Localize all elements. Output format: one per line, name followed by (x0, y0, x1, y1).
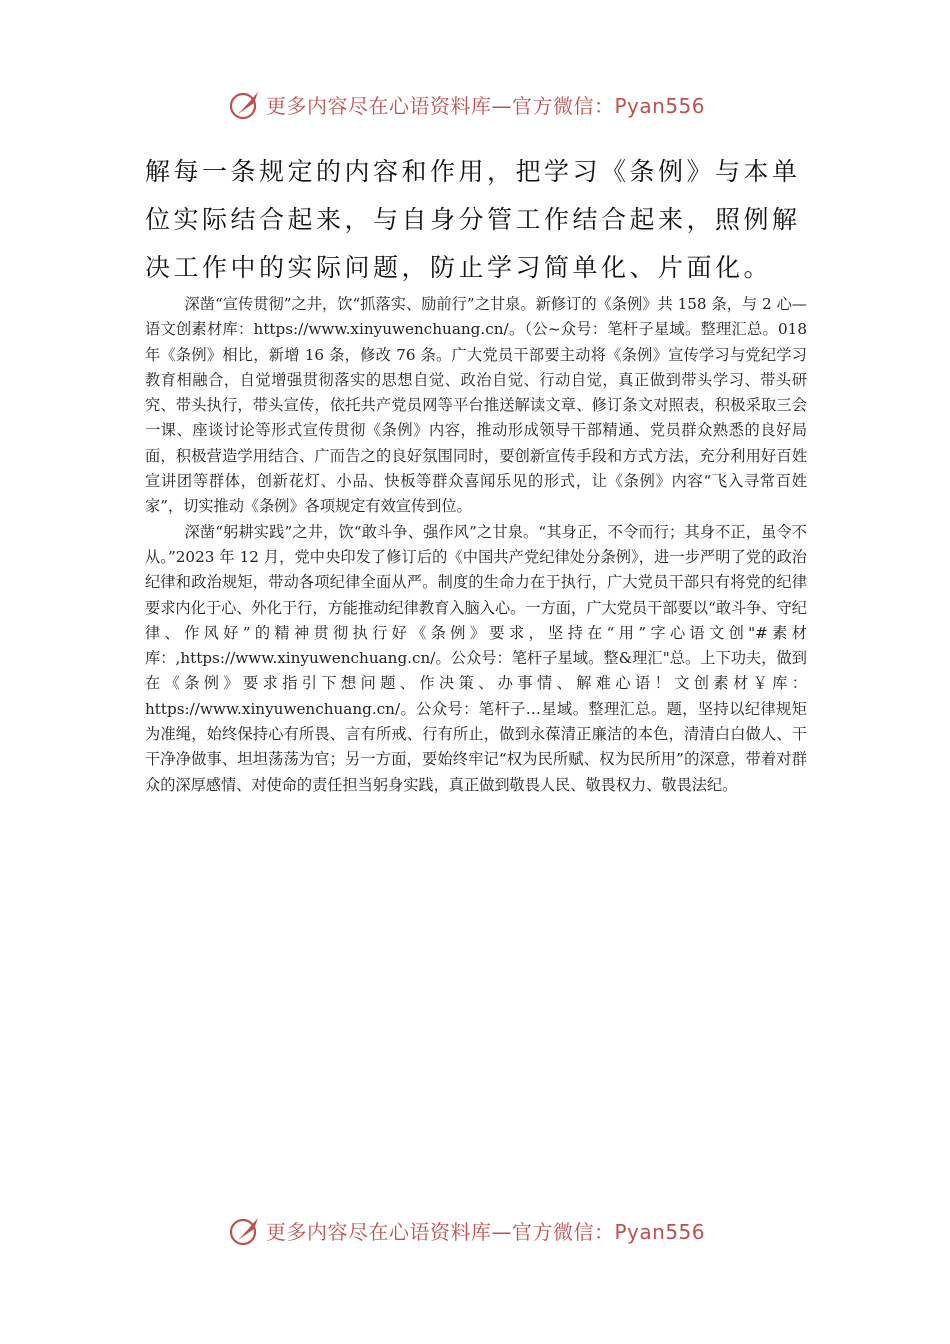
header-banner (228, 84, 705, 124)
quill-logo-icon (228, 87, 262, 121)
body-paragraph-2: 深凿“躬耕实践”之井，饮“敢斗争、强作风”之甘泉。“其身正，不令而行；其身不正，虽令不从。”2023 年 12 月，党中央印发了修订后的《中国共产党纪律处分条例》，进一步严明了党的政治纪律和政治规矩，带动各项纪律全面从严。制度的生命力在于执行，广大党员干部只有将党的纪律要求内化于心、外化于行，方能推动纪律教育入脑入心。一方面，广大党员干部要以“敢斗争、守纪律、作风好”的精神贯彻执行好《条例》要求，坚持在“用”字心语文创"#素材库：,https://www.xinyuwenchuang.cn/。公众号：笔杆子星域。整&理汇"总。上下功夫，做到在《条例》要求指引下想问题、作决策、办事情、解难心语！文创素材￥库：https://www.xinyuwenchuang.cn/。公众号：笔杆子…星域。整理汇总。题，坚持以纪律规矩为准绳，始终保持心有所畏、言有所戒、行有所止，做到永葆清正廉洁的本色，清清白白做人、干干净净做事、坦坦荡荡为官；另一方面，要始终牢记“权为民所赋、权为民所用”的深意，带着对群众的深厚感情、对使命的责任担当躬身实践，真正做到敬畏人民、敬畏权力、敬畏法纪。 (145, 522, 807, 794)
intro-section (145, 148, 810, 292)
article-body (145, 292, 807, 798)
footer-banner (228, 1210, 705, 1250)
banner-text: 更多内容尽在心语资料库—官方微信：Pyan556 (266, 93, 706, 118)
body-paragraph-1: 深凿“宣传贯彻”之井，饮“抓落实、励前行”之甘泉。新修订的《条例》共 158 条，与 2 心—语文创素材库：https://www.xinyuwenchuang.cn/。（公~众号：笔杆子星域。整理汇总。018 年《条例》相比，新增 16 条，修改 76 条。广大党员干部要主动将《条例》宣传学习与党纪学习教育相融合，自觉增强贯彻落实的思想自觉、政治自觉、行动自觉，真正做到带头学习、带头研究、带头执行，带头宣传，依托共产党员网等平台推送解读文章、修订条文对照表，积极采取三会一课、座谈讨论等形式宣传贯彻《条例》内容，推动形成领导干部精通、党员群众熟悉的良好局面，积极营造学用结合、广而告之的良好氛围同时，要创新宣传手段和方式方法，充分利用好百姓宣讲团等群体，创新花灯、小品、快板等群众喜闻乐见的形式，让《条例》内容“飞入寻常百姓家”，切实推动《条例》各项规定有效宣传到位。 (145, 295, 807, 516)
banner-text: 更多内容尽在心语资料库—官方微信：Pyan556 (266, 1219, 706, 1244)
intro-paragraph: 解每一条规定的内容和作用，把学习《条例》与本单位实际结合起来，与自身分管工作结合起来，照例解决工作中的实际问题，防止学习简单化、片面化。 (145, 157, 801, 282)
quill-logo-icon (228, 1213, 262, 1247)
